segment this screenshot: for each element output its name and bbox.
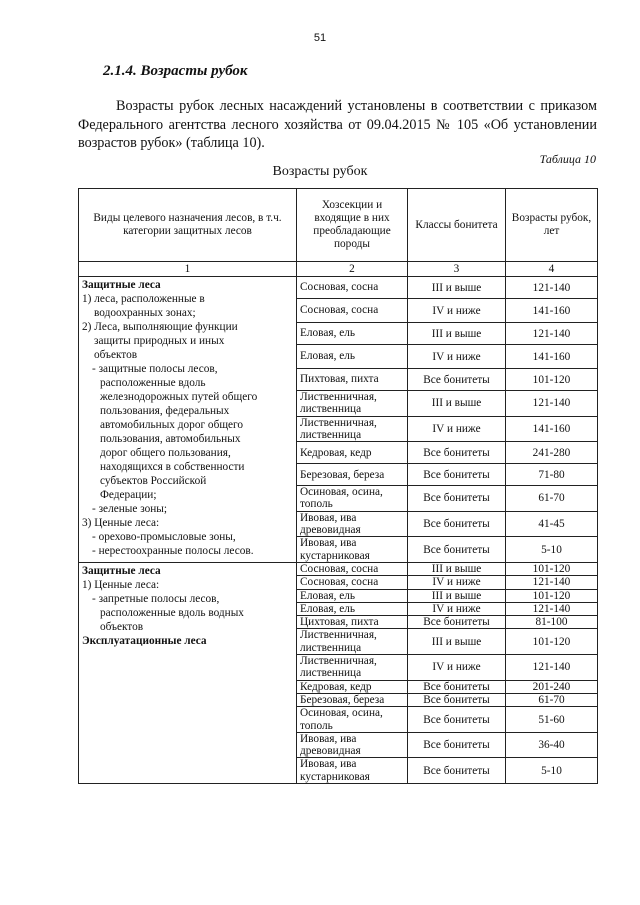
purpose-category-line: Защитные леса [82, 564, 161, 577]
purpose-category-line: Федерации; [100, 489, 157, 501]
bonitet-class-cell: III и выше [408, 589, 506, 602]
bonitet-class-cell: III и выше [408, 323, 506, 345]
purpose-category-cell [79, 277, 297, 563]
species-cell: Цихтовая, пихта [297, 616, 408, 629]
species-cell: Ивовая, ива кустарниковая [297, 537, 408, 563]
column-number: 4 [506, 262, 598, 277]
bonitet-class-cell: Все бонитеты [408, 732, 506, 758]
species-cell: Ивовая, ива древовидная [297, 732, 408, 758]
species-cell: Еловая, ель [297, 602, 408, 615]
header-row [79, 189, 598, 262]
page-number: 51 [313, 32, 327, 44]
table-row [79, 277, 598, 299]
cutting-age-cell: 121-140 [506, 576, 598, 589]
cutting-age-cell: 36-40 [506, 732, 598, 758]
table-row [79, 562, 598, 575]
purpose-category-line: - нерестоохранные полосы лесов. [92, 545, 254, 557]
species-cell: Сосновая, сосна [297, 299, 408, 323]
species-cell: Лиственничная, лиственница [297, 655, 408, 681]
cutting-age-cell: 141-160 [506, 345, 598, 369]
cutting-age-cell: 5-10 [506, 758, 598, 784]
purpose-category-line: - зеленые зоны; [92, 503, 168, 515]
body-paragraph: Возрасты рубок лесных насаждений установлены в соответствии с приказом Федерального агентства лесного хозяйства от 09.04.2015 № 105 «Об установлении возрастов рубок» (таблица 10). [78, 98, 597, 151]
purpose-category-line: объектов [100, 620, 144, 633]
species-cell: Ивовая, ива кустарниковая [297, 758, 408, 784]
bonitet-class-cell: IV и ниже [408, 655, 506, 681]
purpose-category-line: находящихся в собственности [100, 461, 245, 473]
cutting-age-cell: 41-45 [506, 511, 598, 537]
cutting-age-cell: 71-80 [506, 464, 598, 486]
purpose-category-line: железнодорожных путей общего [100, 391, 258, 403]
species-cell: Лиственничная, лиственница [297, 391, 408, 417]
cutting-age-cell: 141-160 [506, 299, 598, 323]
bonitet-class-cell: IV и ниже [408, 345, 506, 369]
purpose-category-line: - орехово-промысловые зоны, [92, 531, 236, 543]
species-cell: Березовая, береза [297, 464, 408, 486]
species-cell: Ивовая, ива древовидная [297, 511, 408, 537]
bonitet-class-cell: III и выше [408, 629, 506, 655]
bonitet-class-cell: IV и ниже [408, 576, 506, 589]
cutting-age-cell: 121-140 [506, 323, 598, 345]
cutting-age-cell: 51-60 [506, 707, 598, 733]
purpose-category-line: автомобильных дорог общего [100, 419, 244, 431]
cutting-age-cell: 81-100 [506, 616, 598, 629]
species-cell: Кедровая, кедр [297, 680, 408, 693]
purpose-category-line: расположенные вдоль водных [100, 606, 244, 619]
table-label: Таблица 10 [539, 152, 596, 166]
bonitet-class-cell: Все бонитеты [408, 537, 506, 563]
species-cell: Сосновая, сосна [297, 277, 408, 299]
bonitet-class-cell: Все бонитеты [408, 442, 506, 464]
cutting-age-cell: 121-140 [506, 655, 598, 681]
cutting-age-cell: 121-140 [506, 277, 598, 299]
col-header-classes: Классы бонитета [408, 189, 506, 262]
purpose-category-line: пользования, автомобильных [100, 433, 241, 445]
species-cell: Пихтовая, пихта [297, 369, 408, 391]
table-title: Возрасты рубок [272, 164, 368, 179]
species-cell: Сосновая, сосна [297, 562, 408, 575]
cutting-age-cell: 121-140 [506, 391, 598, 417]
species-cell: Осиновая, осина, тополь [297, 707, 408, 733]
purpose-category-line: 3) Ценные леса: [82, 517, 160, 529]
purpose-category-cell [79, 562, 297, 783]
purpose-category-line: объектов [94, 349, 138, 361]
column-number-row [79, 262, 598, 277]
species-cell: Лиственничная, лиственница [297, 416, 408, 442]
species-cell: Березовая, береза [297, 693, 408, 706]
species-cell: Кедровая, кедр [297, 442, 408, 464]
purpose-category-line: водоохранных зонах; [94, 307, 196, 319]
column-number: 2 [297, 262, 408, 277]
bonitet-class-cell: III и выше [408, 562, 506, 575]
bonitet-class-cell: Все бонитеты [408, 486, 506, 512]
col-header-sections: Хозсекции и входящие в них преобладающие породы [297, 189, 408, 262]
cutting-age-cell: 101-120 [506, 562, 598, 575]
species-cell: Еловая, ель [297, 345, 408, 369]
purpose-category-line: Защитные леса [82, 279, 161, 291]
bonitet-class-cell: Все бонитеты [408, 693, 506, 706]
purpose-category-line: субъектов Российской [100, 475, 207, 487]
col-header-ages: Возрасты рубок, лет [506, 189, 598, 262]
bonitet-class-cell: Все бонитеты [408, 464, 506, 486]
cutting-age-cell: 101-120 [506, 589, 598, 602]
bonitet-class-cell: Все бонитеты [408, 616, 506, 629]
purpose-category-line: защиты природных и иных [94, 335, 225, 347]
column-number: 3 [408, 262, 506, 277]
purpose-category-line: пользования, федеральных [100, 405, 230, 417]
section-heading: 2.1.4. Возрасты рубок [103, 63, 248, 79]
bonitet-class-cell: Все бонитеты [408, 680, 506, 693]
species-cell: Сосновая, сосна [297, 576, 408, 589]
bonitet-class-cell: III и выше [408, 391, 506, 417]
bonitet-class-cell: III и выше [408, 277, 506, 299]
bonitet-class-cell: Все бонитеты [408, 369, 506, 391]
purpose-category-line: 1) Ценные леса: [82, 578, 160, 591]
species-cell: Лиственничная, лиственница [297, 629, 408, 655]
bonitet-class-cell: IV и ниже [408, 416, 506, 442]
purpose-category-line: - запретные полосы лесов, [92, 592, 220, 605]
column-number: 1 [79, 262, 297, 277]
table-body [79, 262, 598, 784]
cutting-age-cell: 61-70 [506, 693, 598, 706]
cutting-age-cell: 5-10 [506, 537, 598, 563]
bonitet-class-cell: Все бонитеты [408, 758, 506, 784]
bonitet-class-cell: IV и ниже [408, 602, 506, 615]
species-cell: Еловая, ель [297, 323, 408, 345]
species-cell: Еловая, ель [297, 589, 408, 602]
col-header-purpose: Виды целевого назначения лесов, в т.ч. категории защитных лесов [79, 189, 297, 262]
cutting-age-cell: 241-280 [506, 442, 598, 464]
bonitet-class-cell: Все бонитеты [408, 511, 506, 537]
purpose-category-line: расположенные вдоль [100, 377, 206, 389]
species-cell: Осиновая, осина, тополь [297, 486, 408, 512]
cutting-age-cell: 61-70 [506, 486, 598, 512]
cutting-ages-table [78, 188, 598, 784]
cutting-age-cell: 141-160 [506, 416, 598, 442]
purpose-category-line: 1) леса, расположенные в [82, 293, 205, 305]
purpose-category-line: - защитные полосы лесов, [92, 363, 218, 375]
bonitet-class-cell: IV и ниже [408, 299, 506, 323]
cutting-age-cell: 201-240 [506, 680, 598, 693]
purpose-category-line: 2) Леса, выполняющие функции [82, 321, 238, 333]
cutting-age-cell: 121-140 [506, 602, 598, 615]
cutting-age-cell: 101-120 [506, 629, 598, 655]
bonitet-class-cell: Все бонитеты [408, 707, 506, 733]
purpose-category-line: дорог общего пользования, [100, 447, 231, 459]
purpose-category-line: Эксплуатационные леса [82, 634, 207, 647]
cutting-age-cell: 101-120 [506, 369, 598, 391]
